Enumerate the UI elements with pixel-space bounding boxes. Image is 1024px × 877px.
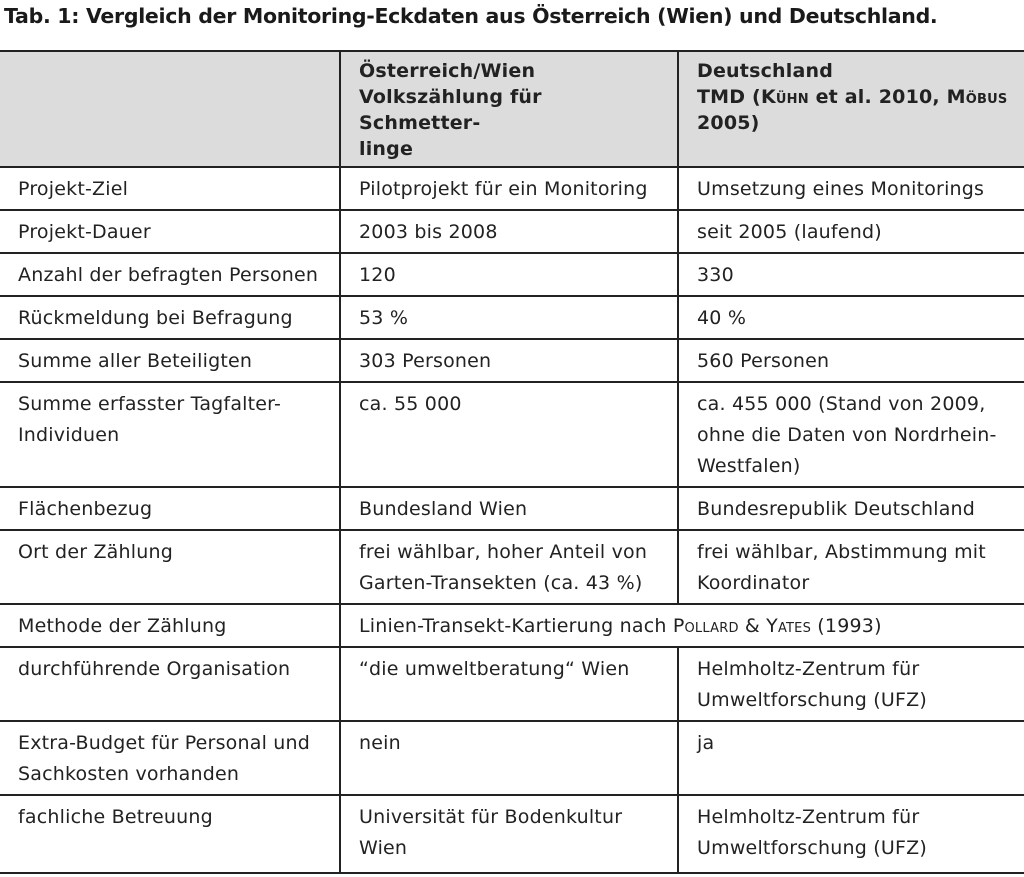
table-row (0, 647, 1024, 721)
row-label: Summe aller Beteiligten (0, 339, 340, 382)
header-germany-mid: et al. 2010, (808, 86, 947, 108)
cell-austria: frei wählbar, hoher Anteil von Garten-Transekten (ca. 43 %) (340, 530, 678, 604)
table-caption: Tab. 1: Vergleich der Monitoring-Eckdaten aus Österreich (Wien) und Deutschland. (4, 4, 938, 28)
cell-germany: ca. 455 000 (Stand von 2009, ohne die Daten von Nordrhein-Westfalen) (678, 382, 1024, 487)
cell-austria: 120 (340, 253, 678, 296)
row-label: Summe erfasster Tagfalter-Individuen (0, 382, 340, 487)
header-austria-line3: linge (359, 138, 414, 160)
comparison-table (0, 50, 1024, 874)
row-label: fachliche Betreuung (0, 795, 340, 873)
row-label: durchführende Organisation (0, 647, 340, 721)
table-row (0, 167, 1024, 210)
table-row (0, 253, 1024, 296)
table-header-row (0, 51, 1024, 167)
table-row (0, 795, 1024, 873)
header-germany-line2 (697, 84, 1014, 110)
table-row (0, 604, 1024, 647)
table-row (0, 530, 1024, 604)
header-austria (340, 51, 678, 167)
combined-mid: & (738, 615, 767, 637)
table-row (0, 296, 1024, 339)
table-row (0, 721, 1024, 795)
cell-germany: Bundesrepublik Deutschland (678, 487, 1024, 530)
cell-germany: 330 (678, 253, 1024, 296)
header-germany-author2: Möbus (946, 86, 1008, 108)
header-germany-prefix: TMD ( (697, 86, 761, 108)
cell-austria: Universität für Bodenkultur Wien (340, 795, 678, 873)
header-germany-line1: Deutschland (697, 60, 834, 82)
row-label: Methode der Zählung (0, 604, 340, 647)
cell-austria: Pilotprojekt für ein Monitoring (340, 167, 678, 210)
row-label: Extra-Budget für Personal und Sachkosten vorhanden (0, 721, 340, 795)
row-label: Projekt-Ziel (0, 167, 340, 210)
table-row (0, 382, 1024, 487)
cell-austria: nein (340, 721, 678, 795)
table-body (0, 167, 1024, 873)
cell-germany: 560 Personen (678, 339, 1024, 382)
cell-austria: 303 Personen (340, 339, 678, 382)
row-label: Ort der Zählung (0, 530, 340, 604)
table-row (0, 339, 1024, 382)
combined-author2: Yates (766, 615, 812, 637)
combined-suffix: (1993) (811, 615, 882, 637)
cell-germany: Helmholtz-Zentrum für Umweltforschung (UFZ) (678, 795, 1024, 873)
table-row (0, 210, 1024, 253)
cell-germany: ja (678, 721, 1024, 795)
cell-germany: Umsetzung eines Monitorings (678, 167, 1024, 210)
cell-austria: Bundesland Wien (340, 487, 678, 530)
header-austria-line2: Volkszählung für Schmetter- (359, 86, 542, 134)
header-germany-line3: 2005) (697, 112, 760, 134)
combined-prefix: Linien-Transekt-Kartierung nach (359, 615, 673, 637)
header-germany (678, 51, 1024, 167)
header-germany-author1: Kühn (760, 86, 809, 108)
row-label: Rückmeldung bei Befragung (0, 296, 340, 339)
row-label: Anzahl der befragten Personen (0, 253, 340, 296)
row-label: Projekt-Dauer (0, 210, 340, 253)
cell-austria: “die umweltberatung“ Wien (340, 647, 678, 721)
table-row (0, 487, 1024, 530)
cell-combined (340, 604, 1024, 647)
combined-author1: Pollard (672, 615, 739, 637)
cell-austria: 53 % (340, 296, 678, 339)
cell-austria: 2003 bis 2008 (340, 210, 678, 253)
header-empty-cell (0, 51, 340, 167)
cell-germany: Helmholtz-Zentrum für Umweltforschung (UFZ) (678, 647, 1024, 721)
cell-germany: frei wählbar, Abstimmung mit Koordinator (678, 530, 1024, 604)
header-austria-line1: Österreich/Wien (359, 60, 536, 82)
cell-austria: ca. 55 000 (340, 382, 678, 487)
cell-germany: 40 % (678, 296, 1024, 339)
cell-germany: seit 2005 (laufend) (678, 210, 1024, 253)
row-label: Flächenbezug (0, 487, 340, 530)
